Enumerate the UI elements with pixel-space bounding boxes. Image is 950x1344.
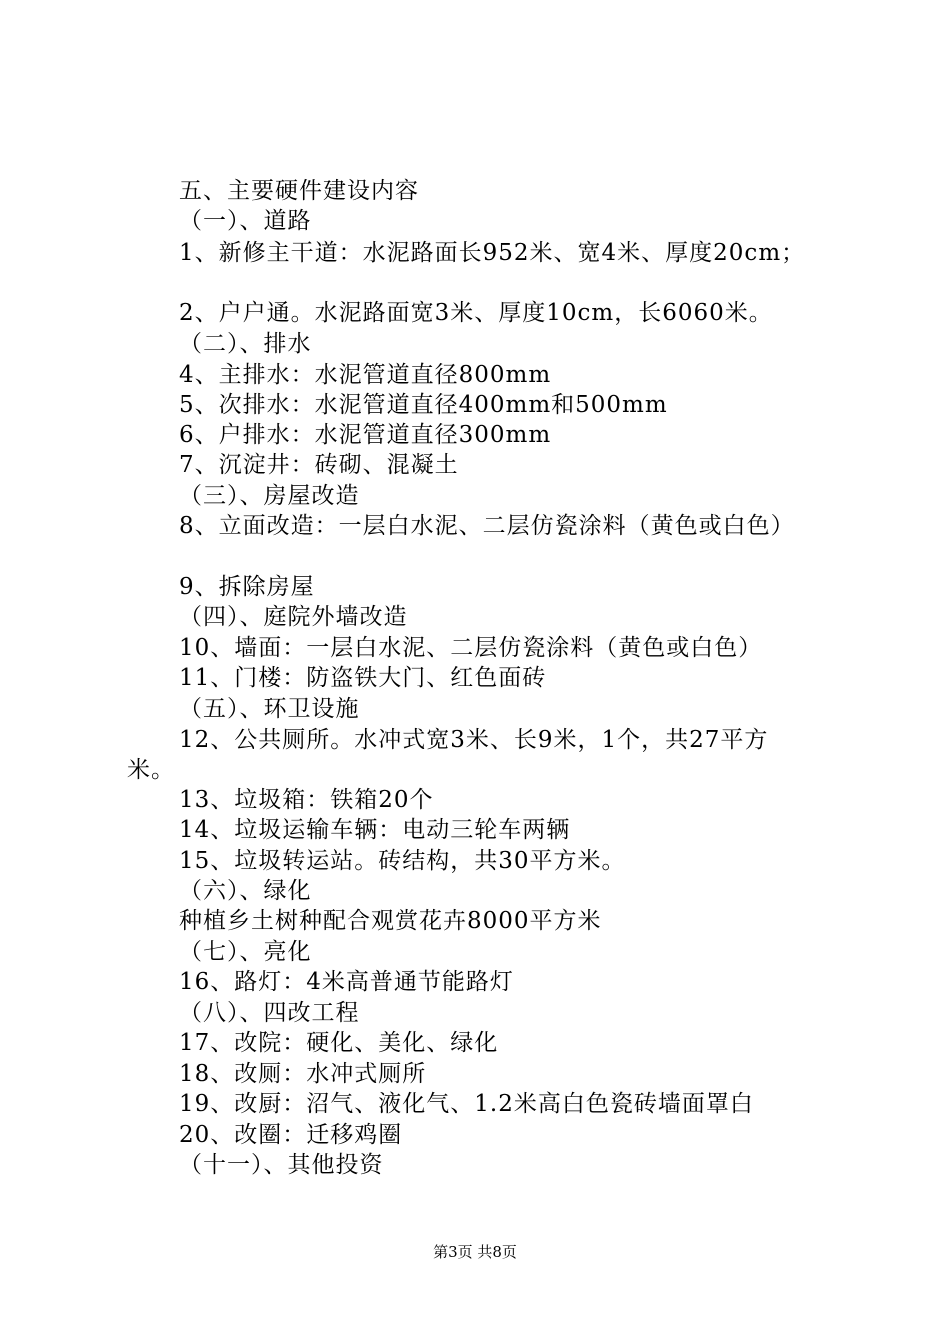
subsection-heading: （七）、亮化 [179, 939, 312, 965]
list-item: 5、次排水：水泥管道直径400mm和500mm [179, 392, 668, 418]
list-item: 11、门楼：防盗铁大门、红色面砖 [179, 665, 547, 691]
subsection-heading: （八）、四改工程 [179, 1000, 360, 1026]
list-item: 2、户户通。水泥路面宽3米、厚度10cm，长6060米。 [179, 300, 773, 326]
list-item: 1、新修主干道：水泥路面长952米、宽4米、厚度20cm； [179, 240, 806, 266]
subsection-heading: （十一）、其他投资 [179, 1152, 384, 1178]
subsection-heading: （一）、道路 [179, 208, 312, 234]
list-item: 12、公共厕所。水冲式宽3米、长9米，1个，共27平方 [179, 727, 769, 753]
subsection-heading: （四）、庭院外墙改造 [179, 604, 408, 630]
section-heading: 五、主要硬件建设内容 [179, 178, 419, 204]
list-item: 7、沉淀井：砖砌、混凝土 [179, 452, 459, 478]
list-item: 17、改院：硬化、美化、绿化 [179, 1030, 499, 1056]
list-item: 15、垃圾转运站。砖结构，共30平方米。 [179, 848, 626, 874]
list-item: 18、改厕：水冲式厕所 [179, 1061, 427, 1087]
subsection-heading: （二）、排水 [179, 331, 312, 357]
list-item: 6、户排水：水泥管道直径300mm [179, 422, 552, 448]
list-item: 14、垃圾运输车辆：电动三轮车两辆 [179, 817, 571, 843]
list-item: 16、路灯：4米高普通节能路灯 [179, 969, 514, 995]
list-item: 20、改圈：迁移鸡圈 [179, 1122, 403, 1148]
list-item: 种植乡土树种配合观赏花卉8000平方米 [179, 908, 602, 934]
subsection-heading: （三）、房屋改造 [179, 483, 360, 509]
list-item: 9、拆除房屋 [179, 574, 315, 600]
list-item: 10、墙面：一层白水泥、二层仿瓷涂料（黄色或白色） [179, 635, 763, 661]
list-item: 4、主排水：水泥管道直径800mm [179, 362, 552, 388]
list-item: 19、改厨：沼气、液化气、1.2米高白色瓷砖墙面罩白 [179, 1091, 754, 1117]
page-number-footer: 第3页 共8页 [433, 1243, 517, 1261]
subsection-heading: （五）、环卫设施 [179, 696, 360, 722]
list-item: 13、垃圾箱：铁箱20个 [179, 787, 434, 813]
list-item: 8、立面改造：一层白水泥、二层仿瓷涂料（黄色或白色） [179, 513, 795, 539]
subsection-heading: （六）、绿化 [179, 878, 312, 904]
list-item-continuation: 米。 [127, 757, 175, 783]
